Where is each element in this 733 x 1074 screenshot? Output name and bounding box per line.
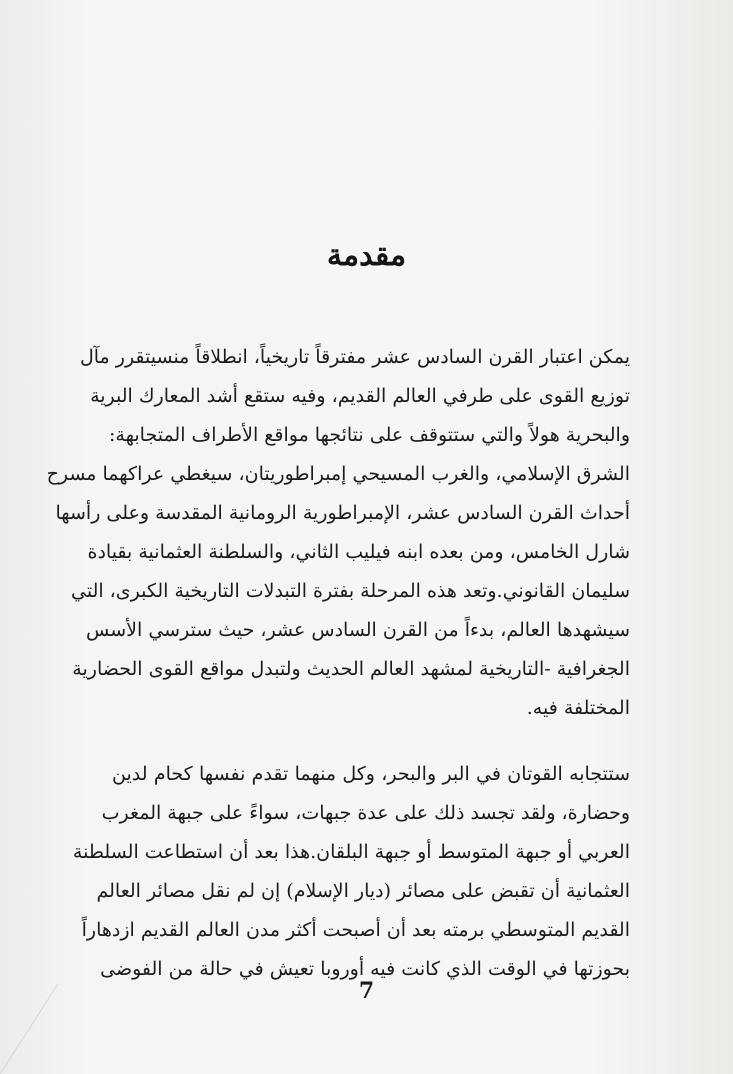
text-line: الجغرافية -التاريخية لمشهد العالم الحديث ولتبدل مواقع القوى الحضارية (72, 658, 630, 680)
text-line: وحضارة، ولقد تجسد ذلك على عدة جبهات، سواءً على جبهة المغرب (101, 802, 630, 824)
text-line: توزيع القوى على طرفي العالم القديم، وفيه ستقع أشد المعارك البرية (90, 385, 630, 407)
text-line: شارل الخامس، ومن بعده ابنه فيليب الثاني، والسلطنة العثمانية بقيادة (87, 541, 630, 563)
page-number: 7 (358, 978, 375, 1004)
text-line: ستتجابه القوتان في البر والبحر، وكل منهما تقدم نفسها كحام لدين (112, 763, 630, 785)
text-line: الشرق الإسلامي، والغرب المسيحي إمبراطوريتان، سيغطي عراكهما مسرح (46, 463, 630, 485)
text-line: والبحرية هولاً والتي ستتوقف على نتائجها مواقع الأطراف المتجابهة: (109, 424, 630, 446)
chapter-title (0, 238, 733, 273)
paragraph-gap (112, 728, 630, 755)
text-line: أحداث القرن السادس عشر، الإمبراطورية الرومانية المقدسة وعلى رأسها (55, 502, 630, 524)
paragraph-2 (72, 755, 630, 989)
body-text (46, 338, 630, 989)
text-line: العربي أو جبهة المتوسط أو جبهة البلقان.هذا بعد أن استطاعت السلطنة (72, 841, 630, 863)
text-line: بحوزتها في الوقت الذي كانت فيه أوروبا تعيش في حالة من الفوضى (100, 958, 630, 980)
text-line: سليمان القانوني.وتعد هذه المرحلة بفترة التبدلات التاريخية الكبرى، التي (71, 580, 630, 602)
paragraph-1 (46, 338, 630, 728)
chapter-title-text: مقدمة (326, 238, 407, 273)
text-line: القديم المتوسطي برمته بعد أن أصبحت أكثر مدن العالم القديم ازدهاراً (81, 919, 630, 941)
text-line: سيشهدها العالم، بدءاً من القرن السادس عشر، حيث سترسي الأسس (86, 619, 630, 641)
text-line: المختلفة فيه. (526, 697, 630, 719)
text-line: العثمانية أن تقبض على مصائر (ديار الإسلام) إن لم نقل مصائر العالم (96, 880, 630, 902)
text-line: يمكن اعتبار القرن السادس عشر مفترقاً تاريخياً، انطلاقاً منسيتقرر مآل (79, 346, 630, 368)
